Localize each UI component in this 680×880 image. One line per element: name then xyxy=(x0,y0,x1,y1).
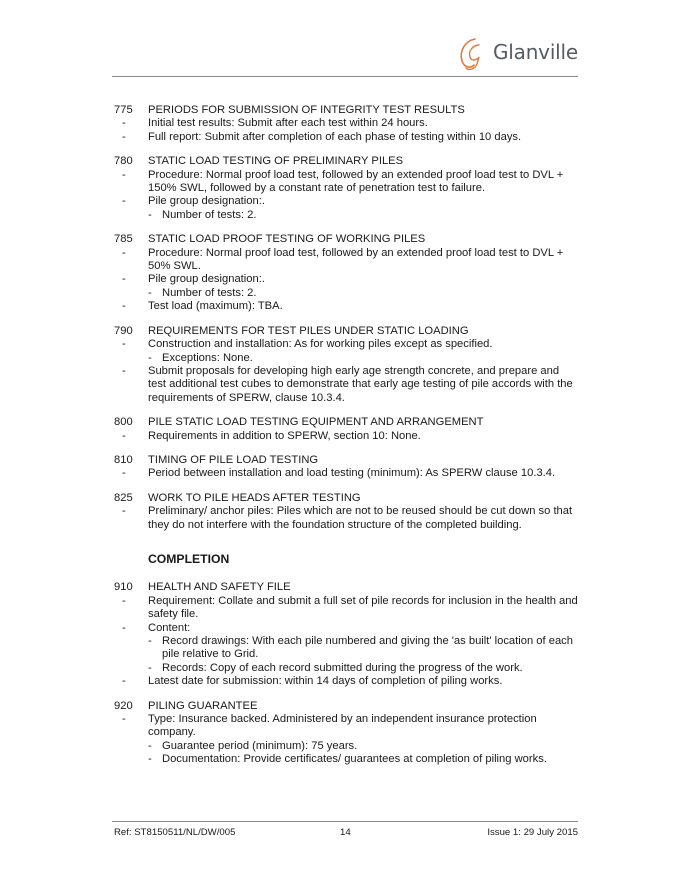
clause xyxy=(114,700,578,767)
bullet-dash: - xyxy=(122,505,126,518)
clause-title: PILING GUARANTEE xyxy=(148,699,258,712)
bullet-dash: - xyxy=(122,594,126,607)
logo-text: Glanville xyxy=(493,40,578,65)
clause-item xyxy=(122,130,578,144)
company-logo xyxy=(455,33,578,73)
clause-item xyxy=(122,168,578,196)
clause xyxy=(114,233,578,313)
clause-number: 920 xyxy=(114,699,133,712)
clause-title: PILE STATIC LOAD TESTING EQUIPMENT AND ARRANGEMENT xyxy=(148,416,484,429)
clause-title: HEALTH AND SAFETY FILE xyxy=(148,581,291,594)
clause-item xyxy=(122,675,578,688)
clause-item-text: Latest date for submission: within 14 days of completion of piling works. xyxy=(148,675,503,688)
bullet-dash: - xyxy=(122,300,126,313)
clause-subitem-text: Record drawings: With each pile numbered and giving the 'as built' location of each pile relative to Grid. xyxy=(162,635,573,661)
clause-subitem-text: Guarantee period (minimum): 75 years. xyxy=(162,739,358,752)
clause-subitem xyxy=(148,287,578,300)
clause-item xyxy=(122,273,578,300)
clause xyxy=(114,325,578,405)
clause-item-text: Requirements in addition to SPERW, section 10: None. xyxy=(148,429,421,442)
clause-number: 810 xyxy=(114,453,133,466)
bullet-dash: - xyxy=(148,635,152,647)
clause-item-text: Submit proposals for developing high early age strength concrete, and prepare and test additional test cubes to demonstrate that early age testing of pile accords with the requirements of SPERW, clause 10.3.4. xyxy=(148,364,573,404)
footer-rule xyxy=(112,821,578,822)
clause-item-text: Procedure: Normal proof load test, followed by an extended proof load test to DVL + 150% SWL, followed by a constant rate of penetration test to failure. xyxy=(148,168,564,195)
clause xyxy=(114,416,578,443)
clause xyxy=(114,104,578,144)
clause-subitem xyxy=(148,209,578,222)
glanville-swirl-icon xyxy=(455,33,491,73)
clause-title: STATIC LOAD PROOF TESTING OF WORKING PILES xyxy=(148,233,426,246)
bullet-dash: - xyxy=(122,713,126,726)
clause-item xyxy=(122,505,578,532)
clause-item xyxy=(122,246,578,274)
footer-reference: Ref: ST8150511/NL/DW/005 xyxy=(114,827,236,838)
clause-subitem xyxy=(148,662,578,675)
clause-item-text: Pile group designation:. xyxy=(148,273,265,286)
clause-number: 775 xyxy=(114,104,133,116)
clause-item xyxy=(122,621,578,676)
clause-item xyxy=(122,338,578,365)
bullet-dash: - xyxy=(148,661,152,674)
bullet-dash: - xyxy=(122,117,126,130)
clause-item-text: Type: Insurance backed. Administered by an independent insurance protection company. xyxy=(148,713,537,739)
clause-title: WORK TO PILE HEADS AFTER TESTING xyxy=(148,491,361,504)
clause-list xyxy=(114,581,578,766)
clause-item-text: Period between installation and load testing (minimum): As SPERW clause 10.3.4. xyxy=(148,467,556,480)
clause xyxy=(114,454,578,481)
clause-title: TIMING OF PILE LOAD TESTING xyxy=(148,453,319,466)
clause-subitem-text: Exceptions: None. xyxy=(162,351,253,364)
bullet-dash: - xyxy=(122,338,126,351)
clause-title: REQUIREMENTS FOR TEST PILES UNDER STATIC LOADING xyxy=(148,324,469,337)
clause-item xyxy=(122,364,578,405)
clause-title: PERIODS FOR SUBMISSION OF INTEGRITY TEST RESULTS xyxy=(148,104,465,116)
bullet-dash: - xyxy=(122,246,126,259)
bullet-dash: - xyxy=(148,286,152,299)
clause-subitem xyxy=(148,635,578,662)
clause-item xyxy=(122,117,578,130)
clause xyxy=(114,581,578,688)
clause-subitem-text: Records: Copy of each record submitted during the progress of the work. xyxy=(162,661,523,674)
bullet-dash: - xyxy=(148,351,152,364)
bullet-dash: - xyxy=(122,130,126,143)
bullet-dash: - xyxy=(122,429,126,442)
clause-number: 825 xyxy=(114,491,133,504)
bullet-dash: - xyxy=(122,621,126,634)
clause-item-text: Initial test results: Submit after each test within 24 hours. xyxy=(148,117,428,130)
clause-number: 800 xyxy=(114,416,133,429)
bullet-dash: - xyxy=(122,273,126,286)
clause-title: STATIC LOAD TESTING OF PRELIMINARY PILES xyxy=(148,155,404,168)
bullet-dash: - xyxy=(148,208,152,221)
clause-item xyxy=(122,713,578,767)
clause-subitem xyxy=(148,740,578,753)
clause-item-text: Preliminary/ anchor piles: Piles which are not to be reused should be cut down so that they do not interfere with the foundation structure of the completed building. xyxy=(148,505,573,531)
clause-item-text: Content: xyxy=(148,621,191,634)
clause-item xyxy=(122,300,578,313)
clause-subitem xyxy=(148,753,578,766)
clause-subitem-text: Number of tests: 2. xyxy=(162,286,257,299)
clause xyxy=(114,155,578,222)
footer-issue: Issue 1: 29 July 2015 xyxy=(487,827,578,838)
clause-subitem-text: Documentation: Provide certificates/ guarantees at completion of piling works. xyxy=(162,753,547,766)
clause-item xyxy=(122,429,578,443)
bullet-dash: - xyxy=(148,753,152,766)
clause-list xyxy=(114,104,578,532)
clause xyxy=(114,492,578,532)
clause-item-text: Procedure: Normal proof load test, followed by an extended proof load test to DVL + 50% SWL. xyxy=(148,246,564,273)
clause-number: 780 xyxy=(114,155,133,168)
clause-number: 790 xyxy=(114,324,133,337)
bullet-dash: - xyxy=(122,364,126,377)
clause-item-text: Full report: Submit after completion of each phase of testing within 10 days. xyxy=(148,130,522,143)
clause-item xyxy=(122,594,578,622)
section-heading: COMPLETION xyxy=(148,551,230,566)
header-rule xyxy=(112,76,578,77)
bullet-dash: - xyxy=(148,739,152,752)
clause-item xyxy=(122,467,578,480)
clause-item-text: Test load (maximum): TBA. xyxy=(148,300,283,313)
bullet-dash: - xyxy=(122,195,126,208)
clause-subitem xyxy=(148,352,578,365)
bullet-dash: - xyxy=(122,467,126,480)
bullet-dash: - xyxy=(122,168,126,181)
clause-subitem-text: Number of tests: 2. xyxy=(162,208,257,221)
footer-page-number: 14 xyxy=(340,827,351,838)
clause-item-text: Construction and installation: As for working piles except as specified. xyxy=(148,338,493,351)
clause-item-text: Requirement: Collate and submit a full set of pile records for inclusion in the health and safety file. xyxy=(148,594,578,621)
clause-item-text: Pile group designation:. xyxy=(148,195,265,208)
clause-item xyxy=(122,195,578,222)
document-body xyxy=(114,104,578,778)
clause-number: 785 xyxy=(114,233,133,246)
page-footer xyxy=(114,826,578,839)
bullet-dash: - xyxy=(122,675,126,688)
clause-number: 910 xyxy=(114,581,133,594)
